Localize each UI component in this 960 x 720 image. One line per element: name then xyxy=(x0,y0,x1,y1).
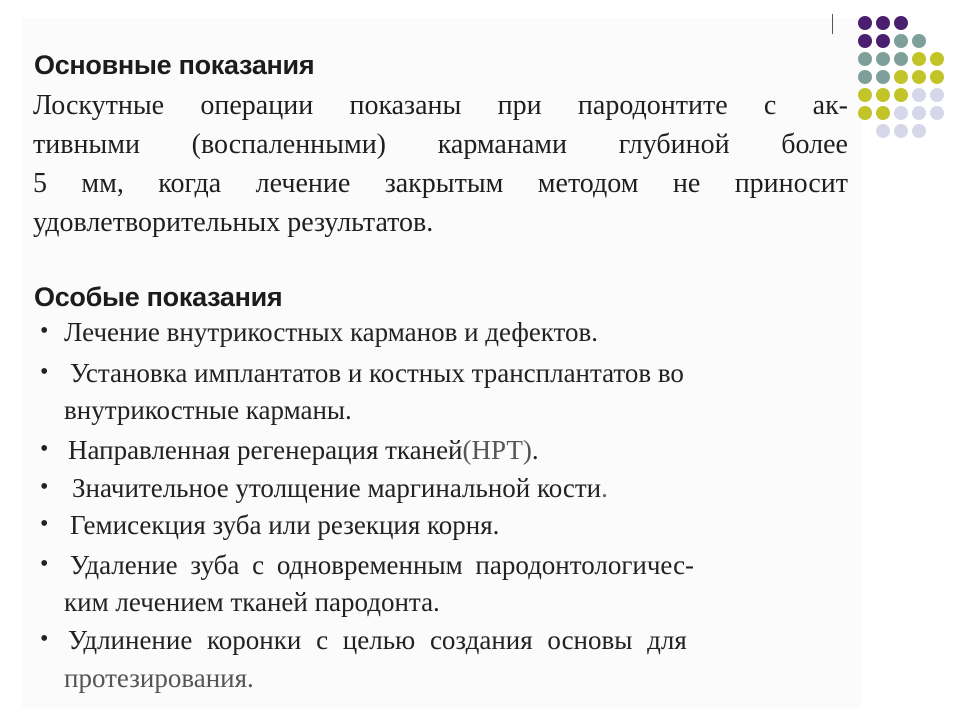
list-item: Установка имплантатов и костных трансплантатов во xyxy=(70,358,684,388)
list-item xyxy=(68,432,539,469)
paragraph-line: удовлетворительных результатов. xyxy=(33,207,434,238)
paragraph-line: 5 мм, когда лечение закрытым методом не приносит xyxy=(33,168,848,199)
list-item-text: Направленная регенерация тканей xyxy=(68,435,463,465)
list-item: Лечение внутрикостных карманов и дефектов. xyxy=(64,317,599,347)
list-item-text: Значительное утолщение маргинальной кости xyxy=(72,473,602,503)
abbreviation-hpt: (НРТ) xyxy=(462,435,532,465)
bullet-icon: • xyxy=(40,511,49,537)
section-title-special-indications: Особые показания xyxy=(34,282,283,312)
list-item-end: . xyxy=(601,473,608,503)
bullet-icon: • xyxy=(40,318,49,344)
paragraph-line: тивными (воспаленными) карманами глубиной более xyxy=(33,129,848,160)
bullet-icon: • xyxy=(40,474,49,500)
list-item: Удлинение коронки с целью создания основы для xyxy=(68,625,687,655)
list-item-end: . xyxy=(531,435,539,465)
list-item xyxy=(72,470,608,507)
list-item: Гемисекция зуба или резекция корня. xyxy=(70,510,500,540)
bullet-icon: • xyxy=(40,551,49,577)
list-item-continuation: протезирования. xyxy=(64,663,254,693)
list-item-continuation: внутрикостные карманы. xyxy=(64,395,352,425)
list-item-continuation: ким лечением тканей пародонта. xyxy=(64,587,440,617)
list-item: Удаление зуба с одновременным пародонтологичес- xyxy=(70,550,695,580)
paragraph-line: Лоскутные операции показаны при пародонтите с ак- xyxy=(33,90,848,121)
section-title-main-indications: Основные показания xyxy=(34,50,315,80)
bullet-icon: • xyxy=(40,626,49,652)
bullet-icon: • xyxy=(40,436,49,462)
bullet-icon: • xyxy=(40,359,49,385)
